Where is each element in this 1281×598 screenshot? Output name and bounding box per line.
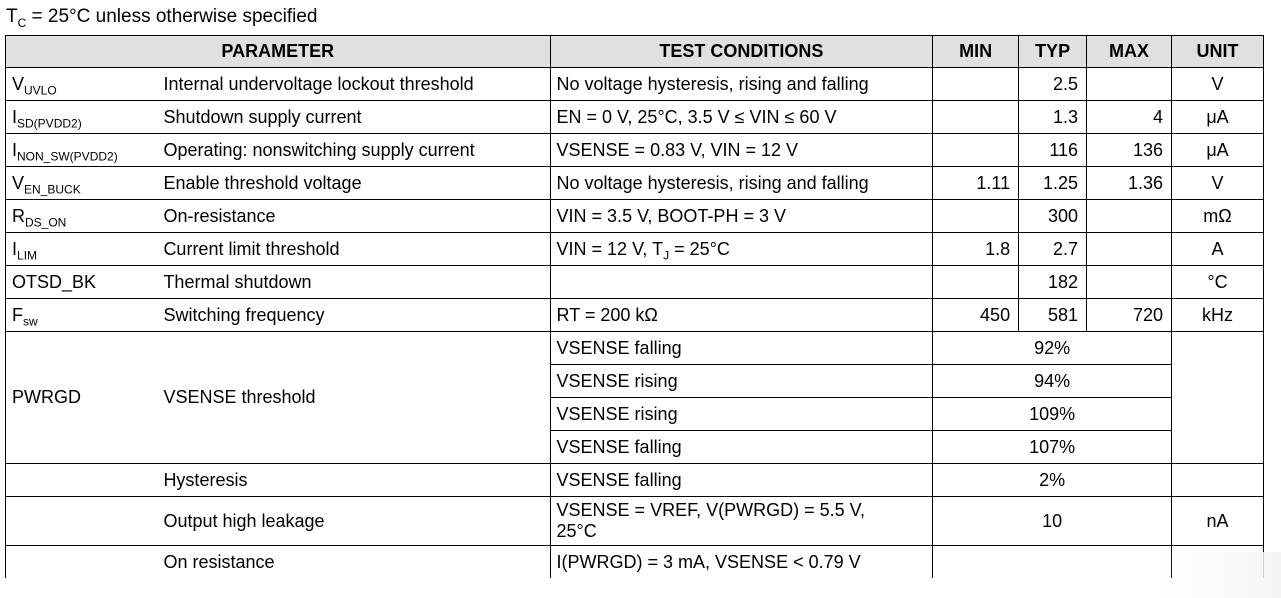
header-max: MAX bbox=[1087, 36, 1172, 68]
param-description: Operating: nonswitching supply current bbox=[157, 134, 550, 167]
typ-value: 109% bbox=[933, 398, 1172, 431]
unit-value: μA bbox=[1172, 101, 1264, 134]
unit-value: °C bbox=[1172, 266, 1264, 299]
typ-value: 2.5 bbox=[1019, 68, 1087, 101]
param-description: Thermal shutdown bbox=[157, 266, 550, 299]
max-value bbox=[1087, 233, 1172, 266]
test-condition: VSENSE falling bbox=[550, 464, 933, 497]
param-symbol: $I_{SD(PVDD2)}$ bbox=[6, 101, 158, 134]
typ-value: 300 bbox=[1019, 200, 1087, 233]
param-description: Internal undervoltage lockout threshold bbox=[157, 68, 550, 101]
param-description: Output high leakage bbox=[157, 497, 550, 546]
max-value: 720 bbox=[1087, 299, 1172, 332]
unit-value bbox=[1172, 546, 1264, 579]
typ-value: 94% bbox=[933, 365, 1172, 398]
unit-value: μA bbox=[1172, 134, 1264, 167]
test-condition: VIN = 3.5 V, BOOT-PH = 3 V bbox=[550, 200, 933, 233]
param-description: Enable threshold voltage bbox=[157, 167, 550, 200]
test-condition: VSENSE rising bbox=[550, 398, 933, 431]
test-condition: VSENSE falling bbox=[550, 332, 933, 365]
param-description: Switching frequency bbox=[157, 299, 550, 332]
min-value bbox=[933, 266, 1019, 299]
typ-value: 182 bbox=[1019, 266, 1087, 299]
header-typ: TYP bbox=[1019, 36, 1087, 68]
header-min: MIN bbox=[933, 36, 1019, 68]
table-row bbox=[6, 101, 1264, 134]
param-description: On-resistance bbox=[157, 200, 550, 233]
test-condition bbox=[550, 266, 933, 299]
min-value bbox=[933, 134, 1019, 167]
test-condition: VSENSE = VREF, V(PWRGD) = 5.5 V, 25°C bbox=[550, 497, 933, 546]
param-description: Hysteresis bbox=[157, 464, 550, 497]
table-row bbox=[6, 200, 1264, 233]
table-row bbox=[6, 497, 1264, 546]
electrical-characteristics-table bbox=[5, 35, 1264, 578]
test-condition: VSENSE = 0.83 V, VIN = 12 V bbox=[550, 134, 933, 167]
table-row bbox=[6, 546, 1264, 579]
table-row bbox=[6, 167, 1264, 200]
table-row bbox=[6, 464, 1264, 497]
param-description: On resistance bbox=[157, 546, 550, 579]
unit-value bbox=[1172, 332, 1264, 464]
unit-value: mΩ bbox=[1172, 200, 1264, 233]
param-description: Current limit threshold bbox=[157, 233, 550, 266]
min-value bbox=[933, 101, 1019, 134]
test-condition: VIN = 12 V, $T_J = 25^\circ C$ bbox=[550, 233, 933, 266]
typ-value: 10 bbox=[933, 497, 1172, 546]
param-symbol: $R_{DS\_ON}$ bbox=[6, 200, 158, 233]
param-symbol bbox=[6, 546, 158, 579]
max-value: 136 bbox=[1087, 134, 1172, 167]
max-value bbox=[1087, 68, 1172, 101]
min-value: 1.8 bbox=[933, 233, 1019, 266]
max-value: 4 bbox=[1087, 101, 1172, 134]
param-symbol: $I_{NON\_SW(PVDD2)}$ bbox=[6, 134, 158, 167]
header-unit: UNIT bbox=[1172, 36, 1264, 68]
table-row bbox=[6, 266, 1264, 299]
typ-value: 581 bbox=[1019, 299, 1087, 332]
test-condition: EN = 0 V, 25°C, 3.5 V ≤ VIN ≤ 60 V bbox=[550, 101, 933, 134]
param-symbol: $F_{sw}$ bbox=[6, 299, 158, 332]
min-value bbox=[933, 200, 1019, 233]
unit-value: kHz bbox=[1172, 299, 1264, 332]
param-symbol: $I_{LIM}$ bbox=[6, 233, 158, 266]
typ-value: 116 bbox=[1019, 134, 1087, 167]
typ-value bbox=[933, 546, 1172, 579]
typ-value: 1.3 bbox=[1019, 101, 1087, 134]
table-row bbox=[6, 299, 1264, 332]
test-condition: RT = 200 kΩ bbox=[550, 299, 933, 332]
test-condition: VSENSE falling bbox=[550, 431, 933, 464]
unit-value: V bbox=[1172, 68, 1264, 101]
typ-value: 2% bbox=[933, 464, 1172, 497]
param-description: VSENSE threshold bbox=[157, 332, 550, 464]
typ-value: 92% bbox=[933, 332, 1172, 365]
table-row bbox=[6, 134, 1264, 167]
max-value bbox=[1087, 266, 1172, 299]
param-symbol: PWRGD bbox=[6, 332, 158, 464]
min-value: 1.11 bbox=[933, 167, 1019, 200]
header-row bbox=[6, 36, 1264, 68]
table-row bbox=[6, 68, 1264, 101]
min-value: 450 bbox=[933, 299, 1019, 332]
param-symbol: $V_{UVLO}$ bbox=[6, 68, 158, 101]
unit-value: nA bbox=[1172, 497, 1264, 546]
test-condition: VSENSE rising bbox=[550, 365, 933, 398]
param-symbol: $V_{EN\_BUCK}$ bbox=[6, 167, 158, 200]
unit-value: V bbox=[1172, 167, 1264, 200]
test-condition: No voltage hysteresis, rising and falling bbox=[550, 68, 933, 101]
max-value: 1.36 bbox=[1087, 167, 1172, 200]
unit-value: A bbox=[1172, 233, 1264, 266]
typ-value: 107% bbox=[933, 431, 1172, 464]
typ-value: 1.25 bbox=[1019, 167, 1087, 200]
table-caption: $T_C = 25^\circ C$ unless otherwise specified bbox=[6, 6, 318, 30]
typ-value: 2.7 bbox=[1019, 233, 1087, 266]
min-value bbox=[933, 68, 1019, 101]
param-symbol bbox=[6, 497, 158, 546]
table-row bbox=[6, 332, 1264, 365]
header-test-conditions: TEST CONDITIONS bbox=[550, 36, 933, 68]
param-symbol: OTSD_BK bbox=[6, 266, 158, 299]
test-condition: No voltage hysteresis, rising and falling bbox=[550, 167, 933, 200]
unit-value bbox=[1172, 464, 1264, 497]
param-symbol bbox=[6, 464, 158, 497]
header-parameter: PARAMETER bbox=[6, 36, 551, 68]
max-value bbox=[1087, 200, 1172, 233]
param-description: Shutdown supply current bbox=[157, 101, 550, 134]
table-row bbox=[6, 233, 1264, 266]
test-condition: I(PWRGD) = 3 mA, VSENSE < 0.79 V bbox=[550, 546, 933, 579]
